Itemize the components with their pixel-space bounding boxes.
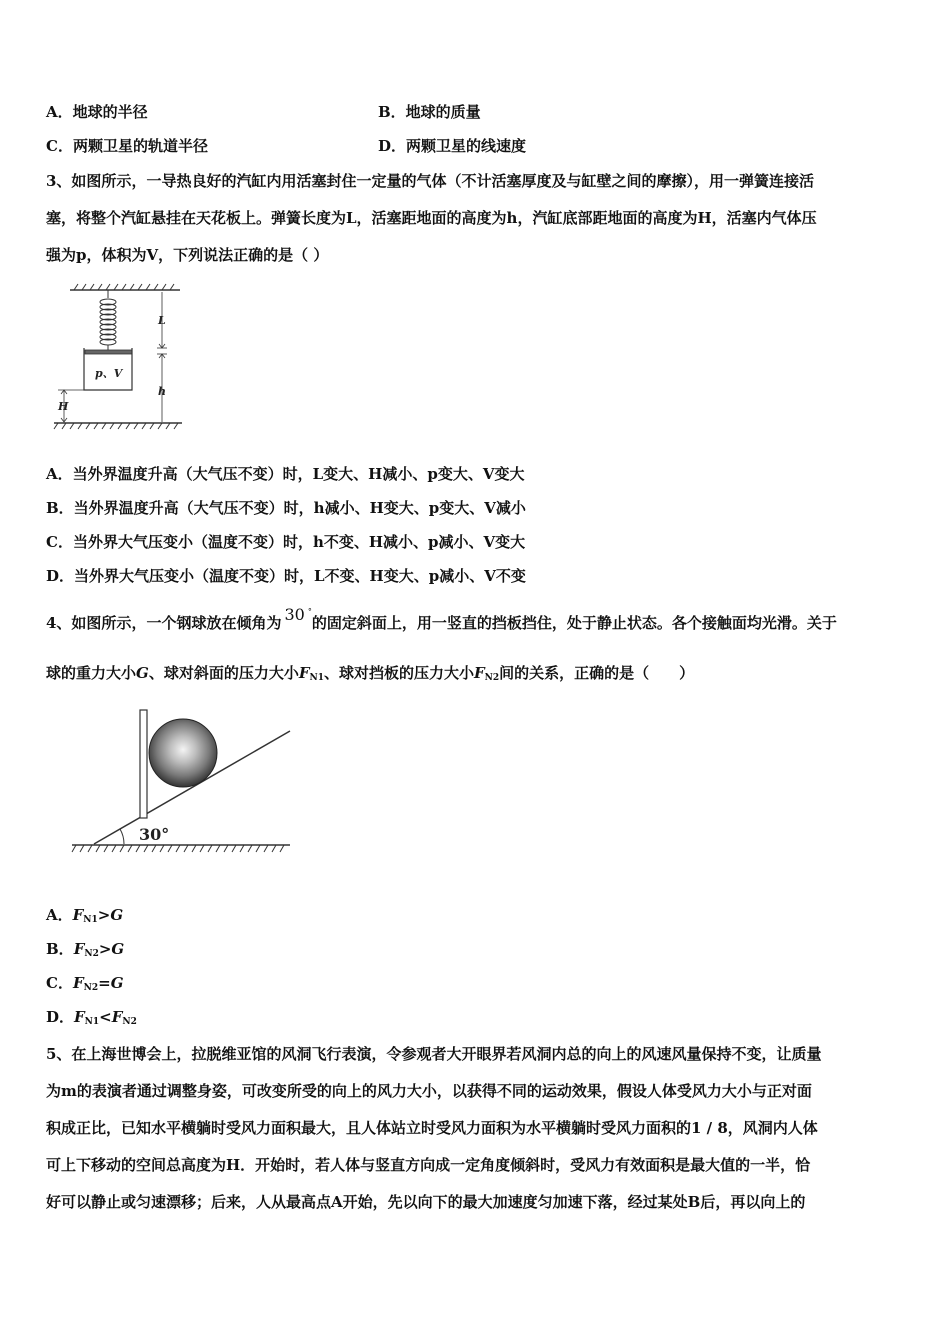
q3-cylinder-figure: [50, 282, 190, 432]
q4-stem-line2: 球的重力大小G、球对斜面的压力大小$F_{N1}$、球对挡板的压力大小$F_{N2}$间的关系，正确的是（ ）: [46, 664, 695, 683]
steel-ball: [149, 719, 217, 787]
q2-option-a: A．地球的半径: [46, 103, 148, 121]
q2-option-c: C．两颗卫星的轨道半径: [46, 137, 208, 155]
q3-option-a: A．当外界温度升高（大气压不变）时，L变大、H减小、p变大、V变大: [46, 465, 525, 483]
q4-option-a: A．$F_{N1}>G$: [46, 906, 124, 925]
q3-stem-line2: 塞，将整个汽缸悬挂在天花板上。弹簧长度为L，活塞距地面的高度为h，汽缸底部距地面的高度为H，活塞内气体压: [46, 209, 817, 227]
q3-stem-line1: 3、如图所示，一导热良好的汽缸内用活塞封住一定量的气体（不计活塞厚度及与缸壁之间的摩擦），用一弹簧连接活: [46, 172, 814, 190]
q4-option-b: B．$F_{N2}>G$: [46, 940, 125, 959]
q5-stem-line3: 积成正比，已知水平横躺时受风力面积最大，且人体站立时受风力面积为水平横躺时受风力面积的1 / 8，风洞内人体: [46, 1119, 818, 1137]
q5-stem-line5: 好可以静止或匀速漂移；后来，人从最高点A开始，先以向下的最大加速度匀加速下落，经过某处B后，再以向上的: [46, 1193, 806, 1211]
q5-stem-line1: 5、在上海世博会上，拉脱维亚馆的风洞飞行表演，令参观者大开眼界若风洞内总的向上的风速风量保持不变，让质量: [46, 1045, 822, 1063]
q2-option-b: B．地球的质量: [378, 103, 481, 121]
q4-incline-figure: [66, 702, 296, 862]
label-L: L: [158, 314, 166, 327]
baffle-board: [140, 710, 147, 818]
q3-option-c: C．当外界大气压变小（温度不变）时，h不变、H减小、p减小、V变大: [46, 533, 526, 551]
label-H: H: [58, 400, 69, 413]
q3-option-b: B．当外界温度升高（大气压不变）时，h减小、H变大、p变大、V减小: [46, 499, 526, 517]
angle-label: 30°: [139, 825, 170, 844]
q4-stem-line1: 4、如图所示，一个钢球放在倾角为 30 °的固定斜面上，用一竖直的挡板挡住，处于静止状态。各个接触面均光滑。关于: [46, 605, 837, 632]
label-pV: p、V: [95, 367, 123, 380]
piston: [85, 350, 132, 354]
q5-stem-line2: 为m的表演者通过调整身姿，可改变所受的向上的风力大小，以获得不同的运动效果，假设人体受风力大小与正对面: [46, 1082, 812, 1100]
spring: [100, 290, 116, 350]
inline-angle: 30: [284, 605, 305, 624]
q4-option-c: C．$F_{N2}=G$: [46, 974, 124, 993]
q5-stem-line4: 可上下移动的空间总高度为H．开始时，若人体与竖直方向成一定角度倾斜时，受风力有效面积是最大值的一半，恰: [46, 1156, 811, 1174]
q3-option-d: D．当外界大气压变小（温度不变）时，L不变、H变大、p减小、V不变: [46, 567, 526, 585]
q2-option-d: D．两颗卫星的线速度: [378, 137, 527, 155]
q4-option-d: D．$F_{N1}<F_{N2}$: [46, 1008, 137, 1027]
q3-stem-line3: 强为p，体积为V，下列说法正确的是（ ）: [46, 246, 329, 264]
label-h: h: [158, 385, 166, 398]
